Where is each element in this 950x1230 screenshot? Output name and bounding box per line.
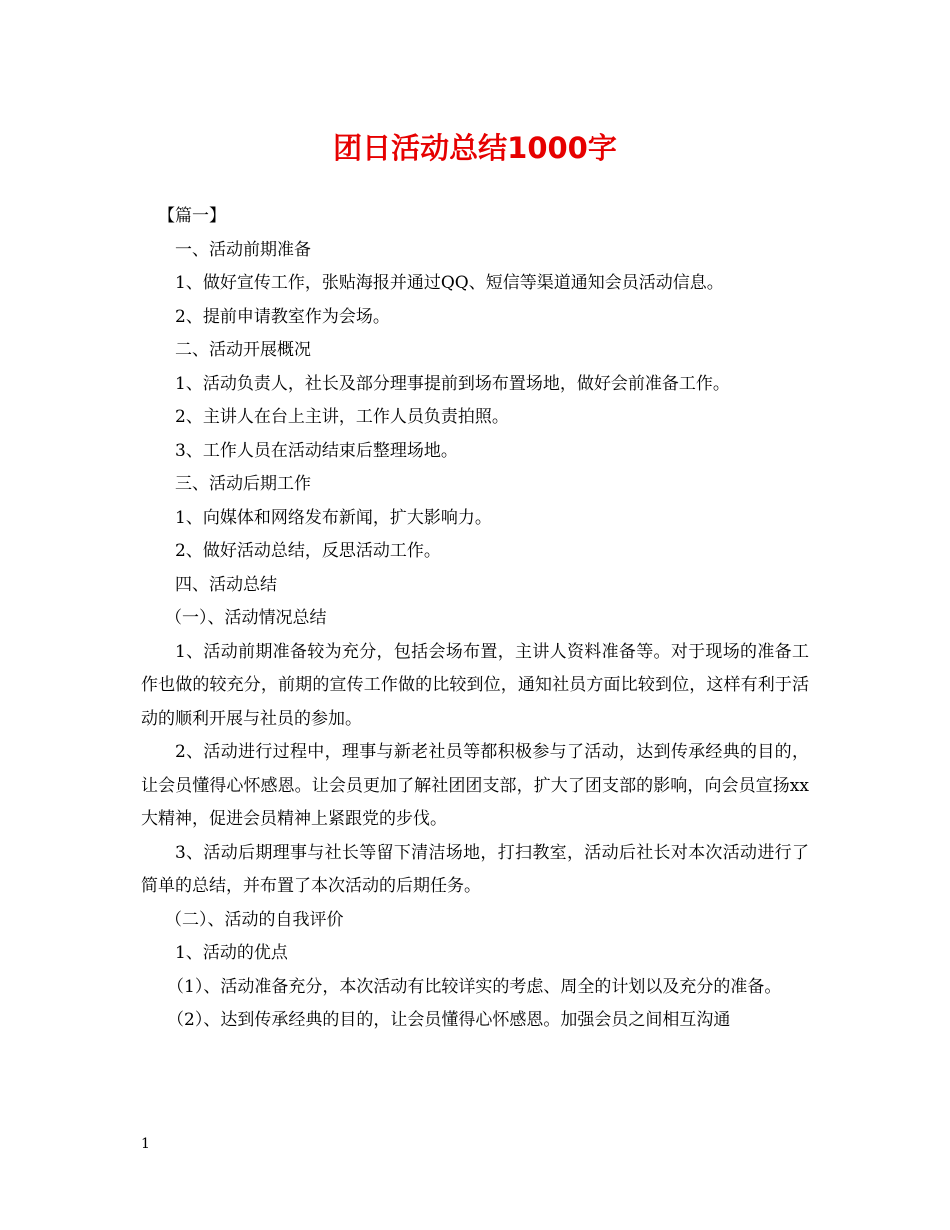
paragraph: 1、活动的优点 [175,943,288,963]
document-body [141,200,809,1038]
paragraph: 1、做好宣传工作，张贴海报并通过QQ、短信等渠道通知会员活动信息。 [175,273,724,293]
heading-2: 二、活动开展概况 [175,340,311,360]
paragraph: 2、提前申请教室作为会场。 [175,306,390,327]
paragraph: 3、活动后期理事与社长等留下清洁场地，打扫教室，活动后社长对本次活动进行了简单的总结，并布置了本次活动的后期任务。 [141,842,809,896]
paragraph: 3、工作人员在活动结束后整理场地。 [175,440,458,461]
heading-3: 三、活动后期工作 [175,474,311,494]
paragraph: 1、向媒体和网络发布新闻，扩大影响力。 [175,507,492,528]
paragraph: （2）、达到传承经典的目的，让会员懂得心怀感恩。加强会员之间相互沟通 [167,1010,731,1030]
paragraph: 2、做好活动总结，反思活动工作。 [175,541,441,561]
page-number: 1 [141,1136,150,1152]
subheading-2: （二）、活动的自我评价 [165,909,344,930]
document-title: 团日活动总结1000字 [333,131,617,165]
paragraph: 2、活动进行过程中，理事与新老社员等都积极参与了活动，达到传承经典的目的，让会员懂得心怀感恩。让会员更加了解社团团支部，扩大了团支部的影响，向会员宣扬xx大精神，促进会员精神上紧跟党的步伐。 [141,742,809,829]
heading-4: 四、活动总结 [175,574,277,595]
heading-1: 一、活动前期准备 [175,239,311,260]
paragraph: 2、主讲人在台上主讲，工作人员负责拍照。 [175,407,509,427]
paragraph: （1）、活动准备充分，本次活动有比较详实的考虑、周全的计划以及充分的准备。 [167,976,782,997]
section-label: 【篇一】 [158,206,226,226]
subheading-1: （一）、活动情况总结 [165,608,327,628]
paragraph: 1、活动前期准备较为充分，包括会场布置，主讲人资料准备等。对于现场的准备工作也做的较充分，前期的宣传工作做的比较到位，通知社员方面比较到位，这样有利于活动的顺利开展与社员的参加。 [141,641,809,729]
paragraph: 1、活动负责人，社长及部分理事提前到场布置场地，做好会前准备工作。 [175,373,730,394]
